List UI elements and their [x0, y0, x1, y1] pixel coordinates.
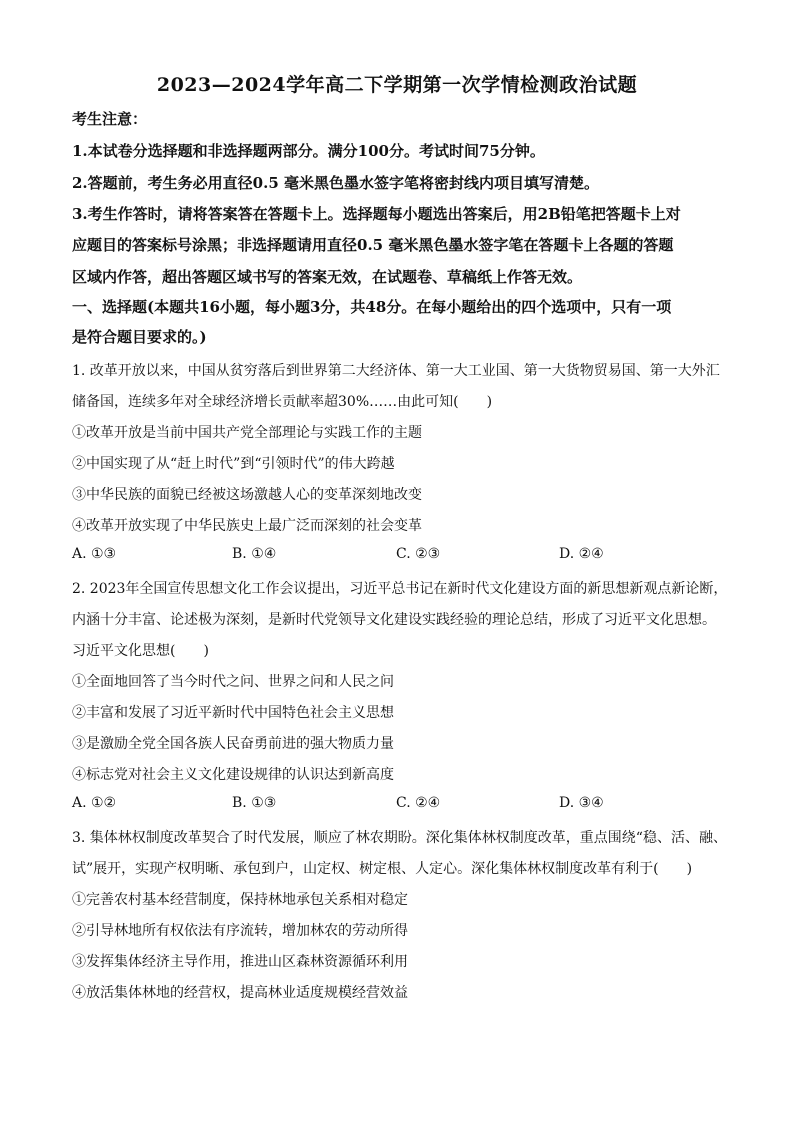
question-2-stem: 内涵十分丰富、论述极为深刻，是新时代党领导文化建设实践经验的理论总结，形成了习近平文化思想。 [72, 612, 716, 628]
choice-a: A. ①② [72, 795, 117, 811]
question-2-option: ④标志党对社会主义文化建设规律的认识达到新高度 [72, 767, 394, 783]
question-1-option: ①改革开放是当前中国共产党全部理论与实践工作的主题 [72, 425, 422, 441]
question-2-option: ③是激励全党全国各族人民奋勇前进的强大物质力量 [72, 736, 394, 752]
notice-heading: 考生注意： [72, 110, 148, 128]
question-3-option: ②引导林地所有权依法有序流转，增加林农的劳动所得 [72, 923, 408, 939]
question-3-option: ④放活集体林地的经营权，提高林业适度规模经营效益 [72, 985, 408, 1001]
choice-c: C. ②③ [396, 546, 441, 562]
question-2-stem: 习近平文化思想( ) [72, 643, 209, 659]
question-1-option: ②中国实现了从“赶上时代”到“引领时代”的伟大跨越 [72, 456, 395, 472]
choice-c: C. ②④ [396, 795, 441, 811]
question-3-option: ①完善农村基本经营制度，保持林地承包关系相对稳定 [72, 892, 408, 908]
notice-line: 2.答题前，考生务必用直径0.5 毫米黑色墨水签字笔将密封线内项目填写清楚。 [72, 174, 599, 192]
notice-line: 区域内作答，超出答题区域书写的答案无效，在试题卷、草稿纸上作答无效。 [72, 268, 583, 286]
question-1-option: ④改革开放实现了中华民族史上最广泛而深刻的社会变革 [72, 518, 422, 534]
section-heading: 一、选择题(本题共16小题，每小题3分，共48分。在每小题给出的四个选项中，只有一项 [72, 298, 672, 316]
question-3-stem: 试”展开，实现产权明晰、承包到户，山定权、树定根、人定心。深化集体林权制度改革有利于( ) [72, 861, 693, 877]
question-1-stem: 1. 改革开放以来，中国从贫穷落后到世界第二大经济体、第一大工业国、第一大货物贸易国、第一大外汇 [72, 363, 720, 379]
question-3-stem: 3. 集体林权制度改革契合了时代发展，顺应了林农期盼。深化集体林权制度改革，重点围绕“稳、活、融、 [72, 830, 727, 846]
notice-line: 3.考生作答时，请将答案答在答题卡上。选择题每小题选出答案后，用2B铅笔把答题卡上对 [72, 205, 681, 223]
question-2-choices [72, 795, 732, 815]
notice-line: 1.本试卷分选择题和非选择题两部分。满分100分。考试时间75分钟。 [72, 142, 545, 160]
choice-d: D. ③④ [559, 795, 604, 811]
question-2-stem: 2. 2023年全国宣传思想文化工作会议提出，习近平总书记在新时代文化建设方面的新思想新观点新论断， [72, 581, 728, 597]
choice-a: A. ①③ [72, 546, 117, 562]
page-title: 2023—2024学年高二下学期第一次学情检测政治试题 [156, 74, 638, 96]
section-heading: 是符合题目要求的。) [72, 328, 207, 346]
question-3-option: ③发挥集体经济主导作用，推进山区森林资源循环利用 [72, 954, 408, 970]
question-1-option: ③中华民族的面貌已经被这场激越人心的变革深刻地改变 [72, 487, 422, 503]
notice-line: 应题目的答案标号涂黑；非选择题请用直径0.5 毫米黑色墨水签字笔在答题卡上各题的答题 [72, 236, 674, 254]
choice-d: D. ②④ [559, 546, 604, 562]
choice-b: B. ①③ [232, 795, 277, 811]
question-2-option: ②丰富和发展了习近平新时代中国特色社会主义思想 [72, 705, 394, 721]
question-1-choices [72, 546, 732, 566]
question-2-option: ①全面地回答了当今时代之问、世界之问和人民之问 [72, 674, 394, 690]
choice-b: B. ①④ [232, 546, 277, 562]
question-1-stem: 储备国，连续多年对全球经济增长贡献率超30%……由此可知( ) [72, 394, 493, 410]
